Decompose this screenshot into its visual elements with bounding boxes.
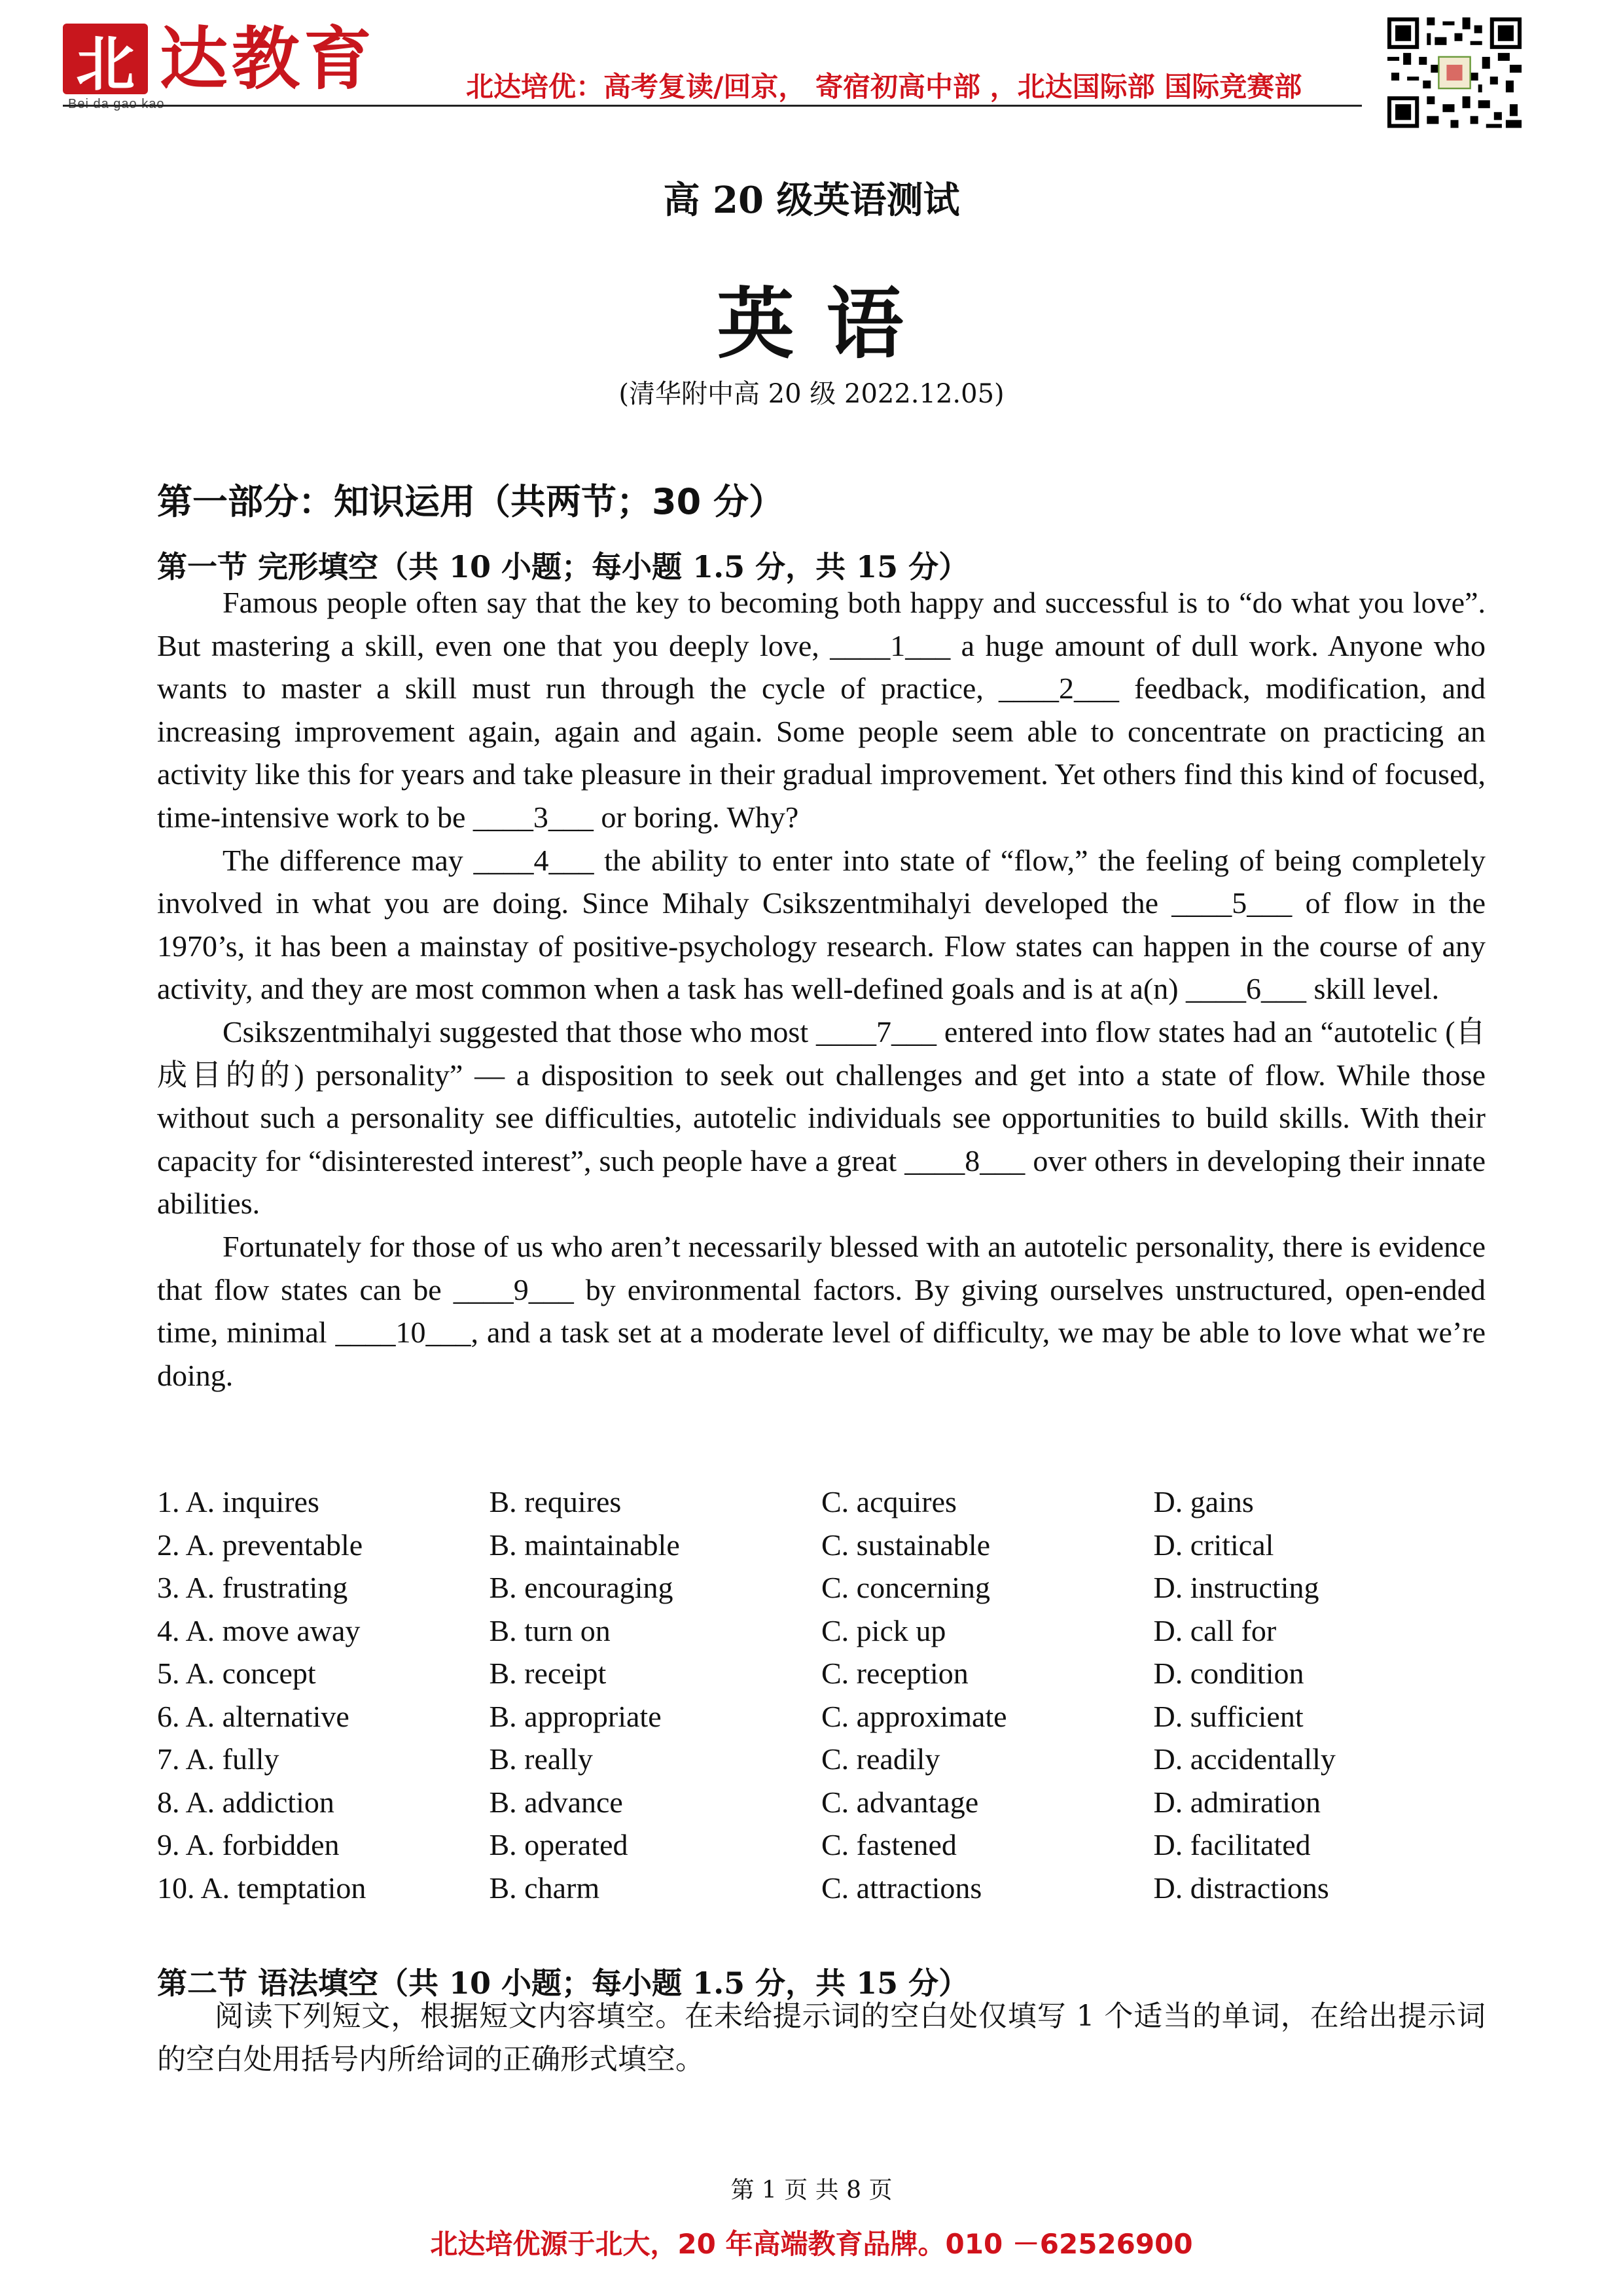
option-b: B. turn on [489,1613,611,1647]
option-c: C. sustainable [821,1528,991,1562]
passage-paragraph: The difference may ____4___ the ability to enter into state of “flow,” the feeling of being completely involved in what you are doing. Since Mihaly Csikszentmihalyi developed the ____5___ of flow in the 1970’s, it has been a mainstay of positive-psychology research. Flow states can happen in the course of any activity, and they are most common when a task has well-defined goals and is at a(n) ____6___ skill level. [157,843,1486,1006]
passage-paragraph: Fortunately for those of us who aren’t necessarily blessed with an autotelic personality, there is evidence that flow states can be ____9___ by environmental factors. By giving ourselves unstructured, open-ended time, minimal ____10___, and a task set at a moderate level of difficulty, we may be able to love what we’re doing. [157,1229,1486,1392]
brand-logo [63,18,397,111]
option-c: C. attractions [821,1871,982,1905]
part-heading: 第一部分：知识运用（共两节；30 分） [157,481,784,522]
option-d: D. distractions [1153,1871,1329,1905]
option-d: D. critical [1153,1528,1274,1562]
option-b: B. really [489,1742,593,1776]
qr-code-icon [1387,17,1522,128]
option-c: C. readily [821,1742,940,1776]
option-a: 1. A. inquires [157,1485,319,1518]
option-row [157,1823,1486,1867]
option-a: 6. A. alternative [157,1699,349,1733]
option-a: 9. A. forbidden [157,1828,340,1861]
test-title: 高 20 级英语测试 [663,179,960,222]
option-a: 10. A. temptation [157,1871,366,1905]
option-c: C. advantage [821,1785,979,1819]
option-d: D. accidentally [1153,1742,1336,1776]
option-row [157,1738,1486,1781]
footer-slogan: 北达培优源于北大，20 年高端教育品牌。010 －62526900 [430,2228,1193,2260]
option-d: D. gains [1153,1485,1254,1518]
option-c: C. approximate [821,1699,1007,1733]
exam-info: (清华附中高 20 级 2022.12.05) [618,379,1005,409]
option-row [157,1867,1486,1910]
option-c: C. acquires [821,1485,957,1518]
header-divider [63,105,1362,107]
section2-instructions: 阅读下列短文，根据短文内容填空。在未给提示词的空白处仅填写 1 个适当的单词，在给出提示词的空白处用括号内所给词的正确形式填空。 [157,2000,1486,2076]
logo-pinyin: Bei da gao kao [68,97,165,111]
option-d: D. condition [1153,1657,1304,1690]
passage-paragraph: Csikszentmihalyi suggested that those who most ____7___ entered into flow states had an “autotelic (自成目的的) personality” — a disposition to seek out challenges and get into a state of flow. While those without such a personality see difficulties, autotelic individuals see opportunities to build skills. With their capacity for “disinterested interest”, such people have a great ____8___ over others in developing their innate abilities. [157,1014,1486,1221]
option-d: D. call for [1153,1613,1277,1647]
option-a: 4. A. move away [157,1613,361,1647]
option-b: B. encouraging [489,1571,673,1604]
option-b: B. receipt [489,1657,607,1690]
passage-paragraph: Famous people often say that the key to becoming both happy and successful is to “do what you love”. But mastering a skill, even one that you deeply love, ____1___ a huge amount of dull work. Anyone who wants to master a skill must run through the cycle of practice, ____2___ feedback, modification, and increasing improvement again, again and again. Some people seem able to concentrate on practicing an activity like this for years and take pleasure in their gradual improvement. Yet others find this kind of focused, time-intensive work to be ____3___ or boring. Why? [157,586,1486,834]
cloze-passage [157,581,1486,1397]
option-b: B. advance [489,1785,623,1819]
section1-heading: 第一节 完形填空（共 10 小题；每小题 1.5 分，共 15 分） [157,549,969,584]
option-c: C. pick up [821,1613,946,1647]
option-row [157,1652,1486,1695]
option-d: D. sufficient [1153,1699,1304,1733]
option-a: 8. A. addiction [157,1785,334,1819]
page-number: 第 1 页 共 8 页 [730,2177,893,2204]
option-b: B. charm [489,1871,600,1905]
option-row [157,1781,1486,1824]
option-d: D. instructing [1153,1571,1319,1604]
option-d: D. facilitated [1153,1828,1311,1861]
option-b: B. requires [489,1485,622,1518]
option-a: 3. A. frustrating [157,1571,348,1604]
option-b: B. appropriate [489,1699,662,1733]
option-d: D. admiration [1153,1785,1321,1819]
option-b: B. maintainable [489,1528,680,1562]
logo-text: 达教育 [160,18,376,99]
option-row [157,1480,1486,1524]
option-c: C. reception [821,1657,969,1690]
header-slogan: 北达培优：高考复读/回京， 寄宿初高中部 ，北达国际部 国际竞赛部 [466,71,1302,103]
option-a: 5. A. concept [157,1657,316,1690]
option-row [157,1524,1486,1567]
option-a: 7. A. fully [157,1742,279,1776]
option-row [157,1609,1486,1653]
option-b: B. operated [489,1828,628,1861]
answer-options [157,1480,1486,1909]
page-title: 英 语 [717,278,906,369]
option-row [157,1566,1486,1609]
section2-heading: 第二节 语法填空（共 10 小题；每小题 1.5 分，共 15 分） [157,1965,969,2001]
option-a: 2. A. preventable [157,1528,363,1562]
option-c: C. concerning [821,1571,991,1604]
option-row [157,1695,1486,1738]
option-c: C. fastened [821,1828,957,1861]
logo-mark: 北 [63,24,148,94]
